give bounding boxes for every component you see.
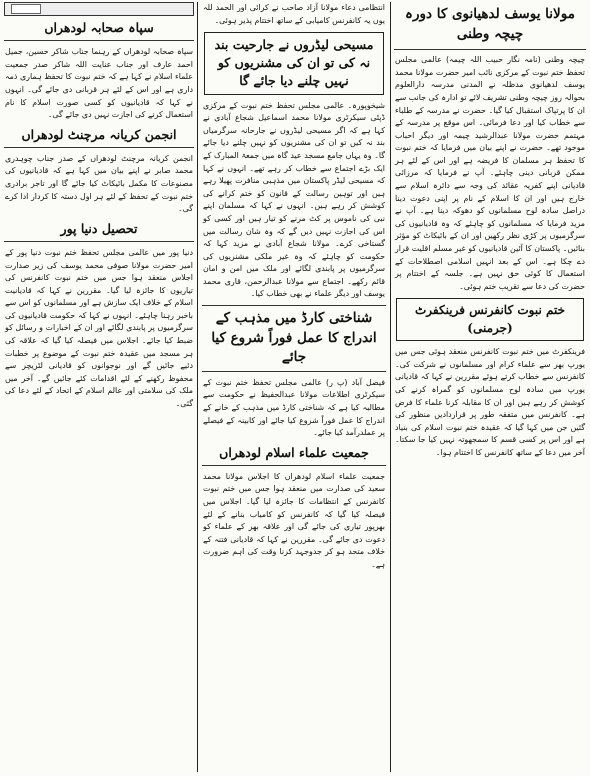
- article-tehsil-dunyapur: دنیا پور میں عالمی مجلس تحفظ ختم نبوت دنیا پور کے امیر حضرت مولانا صوفی محمد یوسف کی زیر صدارت اجلاس منعقد ہوا جس میں ختم نبوت کانفرنس کی تیاریوں کا جائزہ لیا گیا۔ مقررین نے کہا کہ قادیانیت اسلام کے خلاف ایک سازش ہے اور مسلمانوں کو اس سے باخبر رہنا چاہئے۔ انہوں نے کہا کہ حکومت قادیانیوں کی سرگرمیوں پر پابندی لگائے اور ان کے اخبارات و رسائل کو ضبط کیا جائے۔ اجلاس میں فیصلہ کیا گیا کہ علاقہ کی ہر مسجد میں عقیدہ ختم نبوت کے موضوع پر خطبات دئیے جائیں گے اور نوجوانوں کو قادیانی لٹریچر سے محفوظ رکھنے کے لئے اقدامات کئے جائیں گے۔ آخر میں ملک کی سلامتی اور عالم اسلام کے اتحاد کے لئے دعا کی گئی۔: [5, 247, 193, 409]
- headline-grocery-merchants: انجمن کریانہ مرچنٹ لودھراں: [4, 126, 194, 148]
- middle-column: [202, 2, 386, 772]
- headline-jui-lodhran: جمعیت علماء اسلام لودھراں: [202, 444, 386, 466]
- headline-cheecha-watni: مولانا یوسف لدھیانوی کا دورہ چیچہ وطنی: [405, 6, 575, 42]
- article-frankfurt-conference: فرینکفرٹ میں ختم نبوت کانفرنس منعقد ہوئی جس میں یورپ بھر سے علماء کرام اور مسلمانوں نے شرکت کی۔ کانفرنس سے خطاب کرتے ہوئے مقررین نے کہا کہ قادیانی یورپ میں سادہ لوح مسلمانوں کو گمراہ کرنے کی کوشش کر رہے ہیں اور ان کا مقابلہ کرنا علماء کا فرض ہے۔ کانفرنس میں متفقہ طور پر قراردادیں منظور کی گئیں جن میں کہا گیا کہ عقیدہ ختم نبوت اسلام کی بنیاد ہے اور اس پر کسی قسم کا سمجھوتہ نہیں کیا جا سکتا۔ آخر میں دعا کے ساتھ کانفرنس کا اختتام ہوا۔: [395, 347, 585, 457]
- left-column: [4, 2, 194, 772]
- column-divider: [390, 2, 391, 772]
- headline-christian-leaders: مسیحی لیڈروں نے جارحیت بند نہ کی تو ان کی مشنریوں کو نہیں چلنے دیا جائے گا: [204, 32, 384, 94]
- newspaper-page: [4, 2, 586, 772]
- headline-id-card-religion: شناختی کارڈ میں مذہب کے اندراج کا عمل فوراً شروع کیا جائے: [202, 305, 386, 372]
- headline-sipah-sahaba: سپاہ صحابہ لودھراں: [4, 19, 194, 41]
- right-column: [394, 2, 586, 772]
- headline-frankfurt-conference: ختم نبوت کانفرنس فرینکفرٹ (جرمنی): [396, 298, 584, 341]
- article-grocery-merchants: انجمن کریانہ مرچنٹ لودھراں کے صدر جناب چوہدری محمد صابر نے اپنے بیان میں کہا ہے کہ قادیانیوں کی مصنوعات کا مکمل بائیکاٹ کیا جائے گا اور تاجر برادری ختم نبوت کے تحفظ کے لئے ہر اول دستہ کا کردار ادا کرے گی۔: [5, 153, 193, 214]
- divider: [394, 49, 586, 50]
- article-jui-lodhran: جمعیت علماء اسلام لودھراں کا اجلاس مولانا محمد سعید کی صدارت میں منعقد ہوا جس میں ختم نبوت کانفرنس کے انتظامات کا جائزہ لیا گیا۔ اجلاس میں فیصلہ کیا گیا کہ کانفرنس کو کامیاب بنانے کے لئے بھرپور تیاری کی جائے گی اور علاقہ بھر کے علماء کو دعوت دی جائے گی۔ مقررین نے کہا کہ قادیانی فتنہ کے خلاف متحد ہو کر جدوجہد کرنا وقت کی اہم ضرورت ہے۔: [203, 471, 385, 569]
- article-christian-leaders: شیخوپورہ۔ عالمی مجلس تحفظ ختم نبوت کے مرکزی ڈپٹی سیکرٹری مولانا محمد اسماعیل شجاع آبادی نے کہا ہے کہ اگر مسیحی لیڈروں نے جارحانہ سرگرمیاں بند نہ کیں تو ان کی مشنریوں کو نہیں چلنے دیا جائے گا۔ وہ یہاں جامع مسجد عید گاہ میں جمعۃ المبارک کے ایک بڑے اجتماع سے خطاب کر رہے تھے۔ انہوں نے کہا کہ مسیحی لیڈر پاکستان میں مذہبی منافرت پھیلا رہے ہیں اور توہین رسالت کے قانون کو ختم کرانے کی کوشش کر رہے ہیں۔ انہوں نے کہا کہ مسلمان اپنے نبی کی ناموس پر کٹ مرنے کو تیار ہیں اور کسی کو اس کی اجازت نہیں دیں گے کہ وہ شان رسالت میں گستاخی کرے۔ مولانا شجاع آبادی نے مزید کہا کہ حکومت کو چاہئے کہ وہ غیر ملکی مشنریوں کی سرگرمیوں پر پابندی لگائے اور ملک میں امن و امان قائم رکھے۔ اجتماع سے مولانا عبدالرحمن، قاری محمد یوسف اور دیگر علماء نے بھی خطاب کیا۔: [203, 100, 385, 299]
- article-cheecha-watni: چیچہ وطنی (نامہ نگار حبیب اللہ چیمہ) عالمی مجلس تحفظ ختم نبوت کے مرکزی نائب امیر حضرت مولانا محمد یوسف لدھیانوی مدظلہ نے المدنی مدرسہ دارالعلوم بحوالہ روز چیچہ وطنی تشریف لائے تو ادارہ کی جانب سے ان کا پرتپاک استقبال کیا گیا۔ حضرت نے مدرسہ کے طلباء سے خطاب کیا اور دعا فرمائی۔ اس موقع پر مدرسہ کے مہتمم حضرت مولانا عبدالرشید چیمہ اور دیگر احباب موجود تھے۔ حضرت نے اپنے بیان میں فرمایا کہ ختم نبوت کا تحفظ ہر مسلمان کا فریضہ ہے اور اس کے لئے ہر ممکن قربانی دینی چاہئے۔ آپ نے فرمایا کہ مرزائی قادیانی اپنے کفریہ عقائد کی وجہ سے دائرہ اسلام سے خارج ہیں اور ان کا اسلام کے نام پر اپنی دعوت دینا دراصل سادہ لوح مسلمانوں کو دھوکہ دینا ہے۔ آپ نے مزید فرمایا کہ مسلمانوں کو چاہئے کہ وہ قادیانیوں کی سرگرمیوں پر کڑی نظر رکھیں اور ان کے بائیکاٹ کو مؤثر بنائیں۔ پاکستان کا آئین قادیانیوں کو غیر مسلم اقلیت قرار دے چکا ہے۔ اس کے بعد انہیں اسلامی اصطلاحات کے استعمال کا کوئی حق نہیں ہے۔ جلسہ کے اختتام پر حضرت کی دعا سے تقریب ختم ہوئی۔: [395, 55, 585, 291]
- article-id-card-religion: فیصل آباد (پ ر) عالمی مجلس تحفظ ختم نبوت کے سیکرٹری اطلاعات مولانا عبدالحفیظ نے حکومت سے مطالبہ کیا ہے کہ شناختی کارڈ میں مذہب کے خانے کے اندراج کا عمل فوراً شروع کیا جائے اور کابینہ کے فیصلے پر عملدرآمد کیا جائے۔: [203, 377, 385, 438]
- masthead-strip: [4, 2, 194, 16]
- article-sipah-sahaba: سپاہ صحابہ لودھراں کے رہنما جناب شاکر حسین، جمیل احمد عارف اور جناب عنایت اللہ شاکر صدر جمعیت علماء اسلام نے کہا ہے کہ ختم نبوت کا تحفظ ہماری ذمہ داری ہے اور اس کے لئے ہر قربانی دی جائے گی۔ انہوں نے کہا کہ قادیانیوں کو کسی صورت اسلام کا نام استعمال کرنے کی اجازت نہیں دی جائے گی۔: [5, 47, 193, 120]
- masthead-mark: [11, 4, 41, 14]
- column-divider: [197, 2, 198, 772]
- headline-tehsil-dunyapur: تحصیل دنیا پور: [4, 220, 194, 242]
- article-continuation: انتظامی دعاء مولانا آزاد صاحب نے کرائی اور الحمد للہ یوں یہ کانفرنس کامیابی کے ساتھ اختتام پذیر ہوئی۔: [203, 3, 385, 25]
